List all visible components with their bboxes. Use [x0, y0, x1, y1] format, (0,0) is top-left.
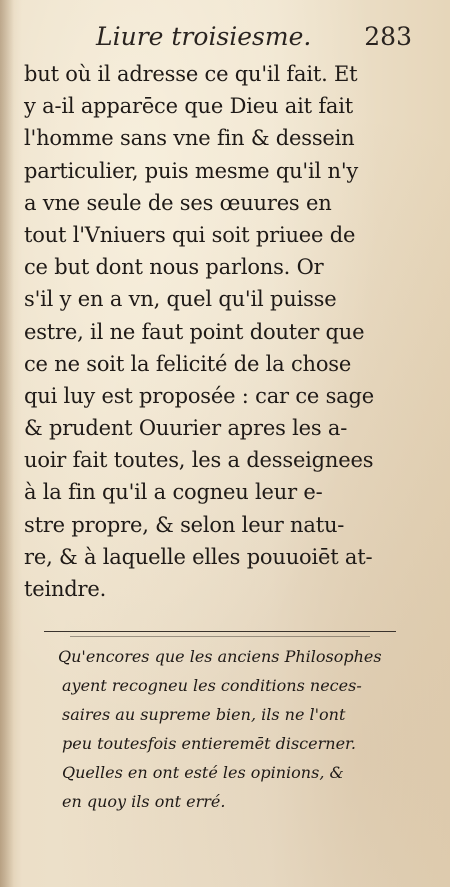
text-line: estre, il ne faut point douter que [24, 319, 365, 344]
section-divider [44, 631, 396, 632]
text-line: ce but dont nous parlons. Or [24, 255, 324, 280]
text-line: stre propre, & selon leur natu- [24, 512, 345, 537]
text-line: qui luy est proposée : car ce sage [24, 383, 374, 408]
text-line: ce ne soit la felicité de la chose [24, 351, 352, 376]
text-line: tout l'Vniuers qui soit priuee de [24, 222, 356, 247]
text-line: l'homme sans vne fin & dessein [24, 126, 355, 151]
section-divider-shadow [70, 636, 370, 637]
text-line: & prudent Ouurier apres les a- [24, 416, 348, 441]
text-line: but où il adresse ce qu'il fait. Et [24, 62, 358, 86]
page-number: 283 [364, 22, 412, 51]
body-text [24, 58, 408, 605]
page-gutter-shadow [0, 0, 14, 887]
running-title: Liure troisiesme. [96, 22, 312, 51]
text-line: y a-il apparēce que Dieu ait fait [24, 94, 353, 119]
summary-line: ayent recogneu les conditions neces- [62, 676, 362, 695]
summary-line: Qu'encores que les anciens Philosophes [58, 647, 382, 666]
text-line: re, & à laquelle elles pouuoiēt at- [24, 544, 373, 569]
text-line: s'il y en a vn, quel qu'il puisse [24, 287, 337, 312]
text-line: à la fin qu'il a cogneu leur e- [24, 480, 323, 505]
summary-line: Quelles en ont esté les opinions, & [62, 763, 344, 782]
text-line: a vne seule de ses œuures en [24, 190, 332, 215]
chapter-summary [58, 642, 418, 816]
summary-line: peu toutesfois entieremēt discerner. [62, 734, 357, 753]
summary-line: en quoy ils ont erré. [62, 792, 226, 811]
page-header [96, 22, 416, 52]
text-line: teindre. [24, 577, 107, 601]
summary-line: saires au supreme bien, ils ne l'ont [62, 705, 346, 724]
text-line: particulier, puis mesme qu'il n'y [24, 158, 359, 183]
text-line: uoir fait toutes, les a desseignees [24, 448, 374, 473]
